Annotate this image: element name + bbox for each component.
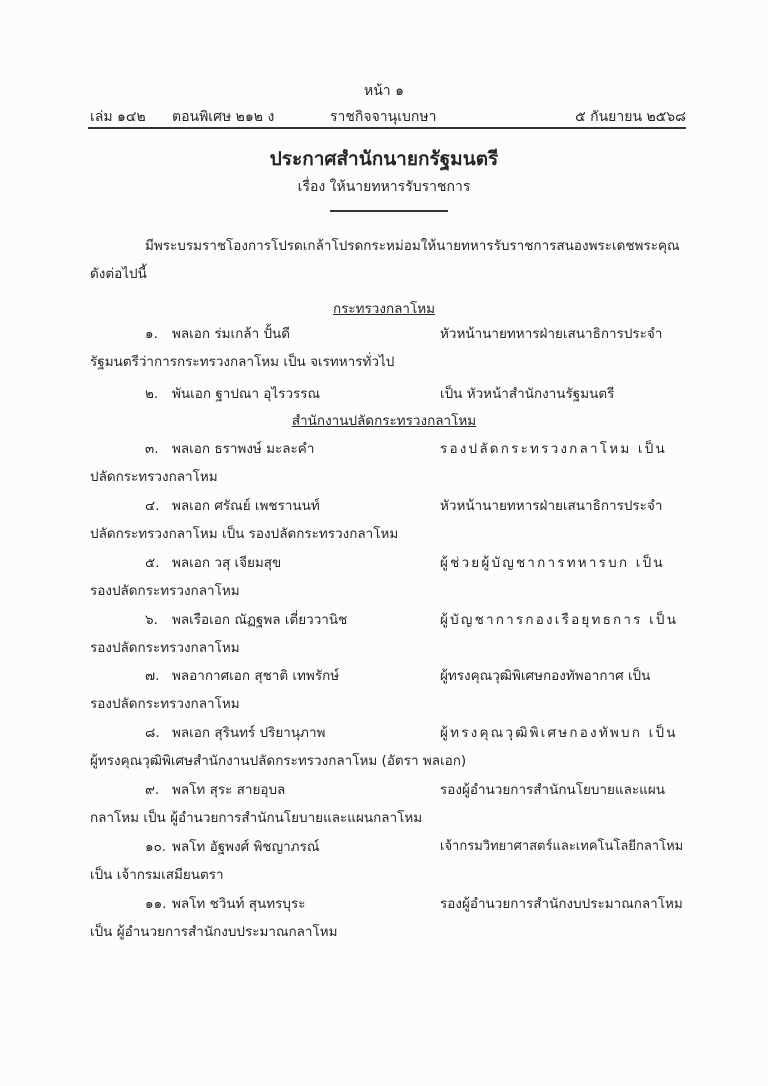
entry-position: ผู้บัญชาการกองเรือยุทธการ เป็น (440, 612, 679, 628)
appointment-entry (90, 892, 686, 942)
issue-date: ๕ กันยายน ๒๕๖๘ (575, 109, 686, 125)
gazette-header (90, 106, 686, 126)
announcement-subject: เรื่อง ให้นายทหารรับราชการ (297, 179, 471, 195)
section-heading-ministry: กระทรวงกลาโหม (332, 301, 436, 317)
entry-number: ๔. (145, 498, 160, 514)
entry-continuation: กลาโหม เป็น ผู้อำนวยการสำนักนโยบายและแผนกลาโหม (90, 810, 423, 826)
entry-position: เป็น หัวหน้าสำนักงานรัฐมนตรี (440, 386, 615, 402)
entry-position: รองผู้อำนวยการสำนักงบประมาณกลาโหม (440, 896, 683, 912)
page-number: หน้า ๑ (364, 83, 404, 99)
entry-position: รองปลัดกระทรวงกลาโหม เป็น (440, 441, 667, 457)
appointment-entry (90, 322, 686, 372)
appointment-entry (90, 494, 686, 544)
entry-position: หัวหน้านายทหารฝ่ายเสนาธิการประจำ (440, 326, 663, 342)
entry-name: พลเอก วสุ เจียมสุข (172, 555, 282, 571)
appointment-entry (90, 437, 686, 487)
entry-number: ๓. (145, 441, 159, 457)
appointment-entry (90, 778, 686, 828)
entry-position: ผู้ทรงคุณวุฒิพิเศษกองทัพบก เป็น (440, 725, 678, 741)
entry-number: ๖. (145, 612, 158, 628)
entry-continuation: รองปลัดกระทรวงกลาโหม (90, 583, 240, 599)
gazette-name: ราชกิจจานุเบกษา (330, 109, 437, 125)
entry-name: พลเรือเอก ณัฏฐพล เตี่ยววานิช (172, 612, 348, 628)
entry-name: พลโท อัฐพงศ์ พิชญาภรณ์ (172, 839, 320, 855)
entry-name: พลเอก สุรินทร์ ปริยานุภาพ (172, 725, 326, 741)
title-divider (330, 210, 448, 212)
entry-continuation: ปลัดกระทรวงกลาโหม เป็น รองปลัดกระทรวงกลาโหม (90, 526, 399, 542)
entry-name: พลเอก ศรัณย์ เพชรานนท์ (172, 498, 320, 514)
entry-continuation: ปลัดกระทรวงกลาโหม (90, 469, 218, 485)
appointment-entry (90, 835, 686, 885)
appointment-entry (90, 721, 686, 771)
entry-position: ผู้ช่วยผู้บัญชาการทหารบก เป็น (440, 555, 665, 571)
entry-continuation: รองปลัดกระทรวงกลาโหม (90, 696, 240, 712)
announcement-title: ประกาศสำนักนายกรัฐมนตรี (269, 148, 499, 170)
entry-continuation: รองปลัดกระทรวงกลาโหม (90, 640, 240, 656)
entry-number: ๑. (145, 326, 158, 342)
intro-line-2: ดังต่อไปนี้ (90, 266, 147, 282)
entry-name: พลโท ชวินท์ สุนทรบุระ (172, 896, 306, 912)
entry-number: ๑๐. (145, 839, 167, 855)
entry-name: พลเอก ร่มเกล้า ปั้นดี (172, 326, 291, 342)
entry-position: ผู้ทรงคุณวุฒิพิเศษกองทัพอากาศ เป็น (440, 668, 651, 684)
appointment-entry (90, 551, 686, 601)
header-divider (88, 127, 686, 129)
appointment-entry (90, 608, 686, 658)
entry-name: พลอากาศเอก สุชาติ เทพรักษ์ (172, 668, 340, 684)
entry-number: ๘. (145, 725, 160, 741)
entry-number: ๒. (145, 386, 159, 402)
entry-number: ๗. (145, 668, 160, 684)
entry-continuation: ผู้ทรงคุณวุฒิพิเศษสำนักงานปลัดกระทรวงกลาโหม (อัตรา พลเอก) (90, 753, 467, 769)
entry-number: ๑๑. (145, 896, 167, 912)
entry-name: พันเอก ฐาปณา อุไรวรรณ (172, 386, 321, 402)
section-heading-office: สำนักงานปลัดกระทรวงกลาโหม (291, 413, 477, 429)
appointment-entry (90, 664, 686, 714)
entry-continuation: เป็น ผู้อำนวยการสำนักงบประมาณกลาโหม (90, 924, 338, 940)
entry-position: หัวหน้านายทหารฝ่ายเสนาธิการประจำ (440, 498, 663, 514)
entry-continuation: รัฐมนตรีว่าการกระทรวงกลาโหม เป็น จเรทหารทั่วไป (90, 354, 395, 370)
entry-name: พลโท สุระ สายอุบล (172, 782, 286, 798)
entry-continuation: เป็น เจ้ากรมเสมียนตรา (90, 867, 224, 883)
entry-name: พลเอก ธราพงษ์ มะละคำ (172, 441, 315, 457)
entry-position: เจ้ากรมวิทยาศาสตร์และเทคโนโลยีกลาโหม (440, 839, 684, 854)
volume-label: เล่ม ๑๔๒ (90, 109, 146, 125)
intro-line-1: มีพระบรมราชโองการโปรดเกล้าโปรดกระหม่อมให้นายทหารรับราชการสนองพระเดชพระคุณ (145, 238, 680, 254)
special-issue-label: ตอนพิเศษ ๒๑๒ ง (172, 109, 275, 125)
entry-position: รองผู้อำนวยการสำนักนโยบายและแผน (440, 782, 666, 798)
entry-number: ๕. (145, 555, 160, 571)
entry-number: ๙. (145, 782, 160, 798)
